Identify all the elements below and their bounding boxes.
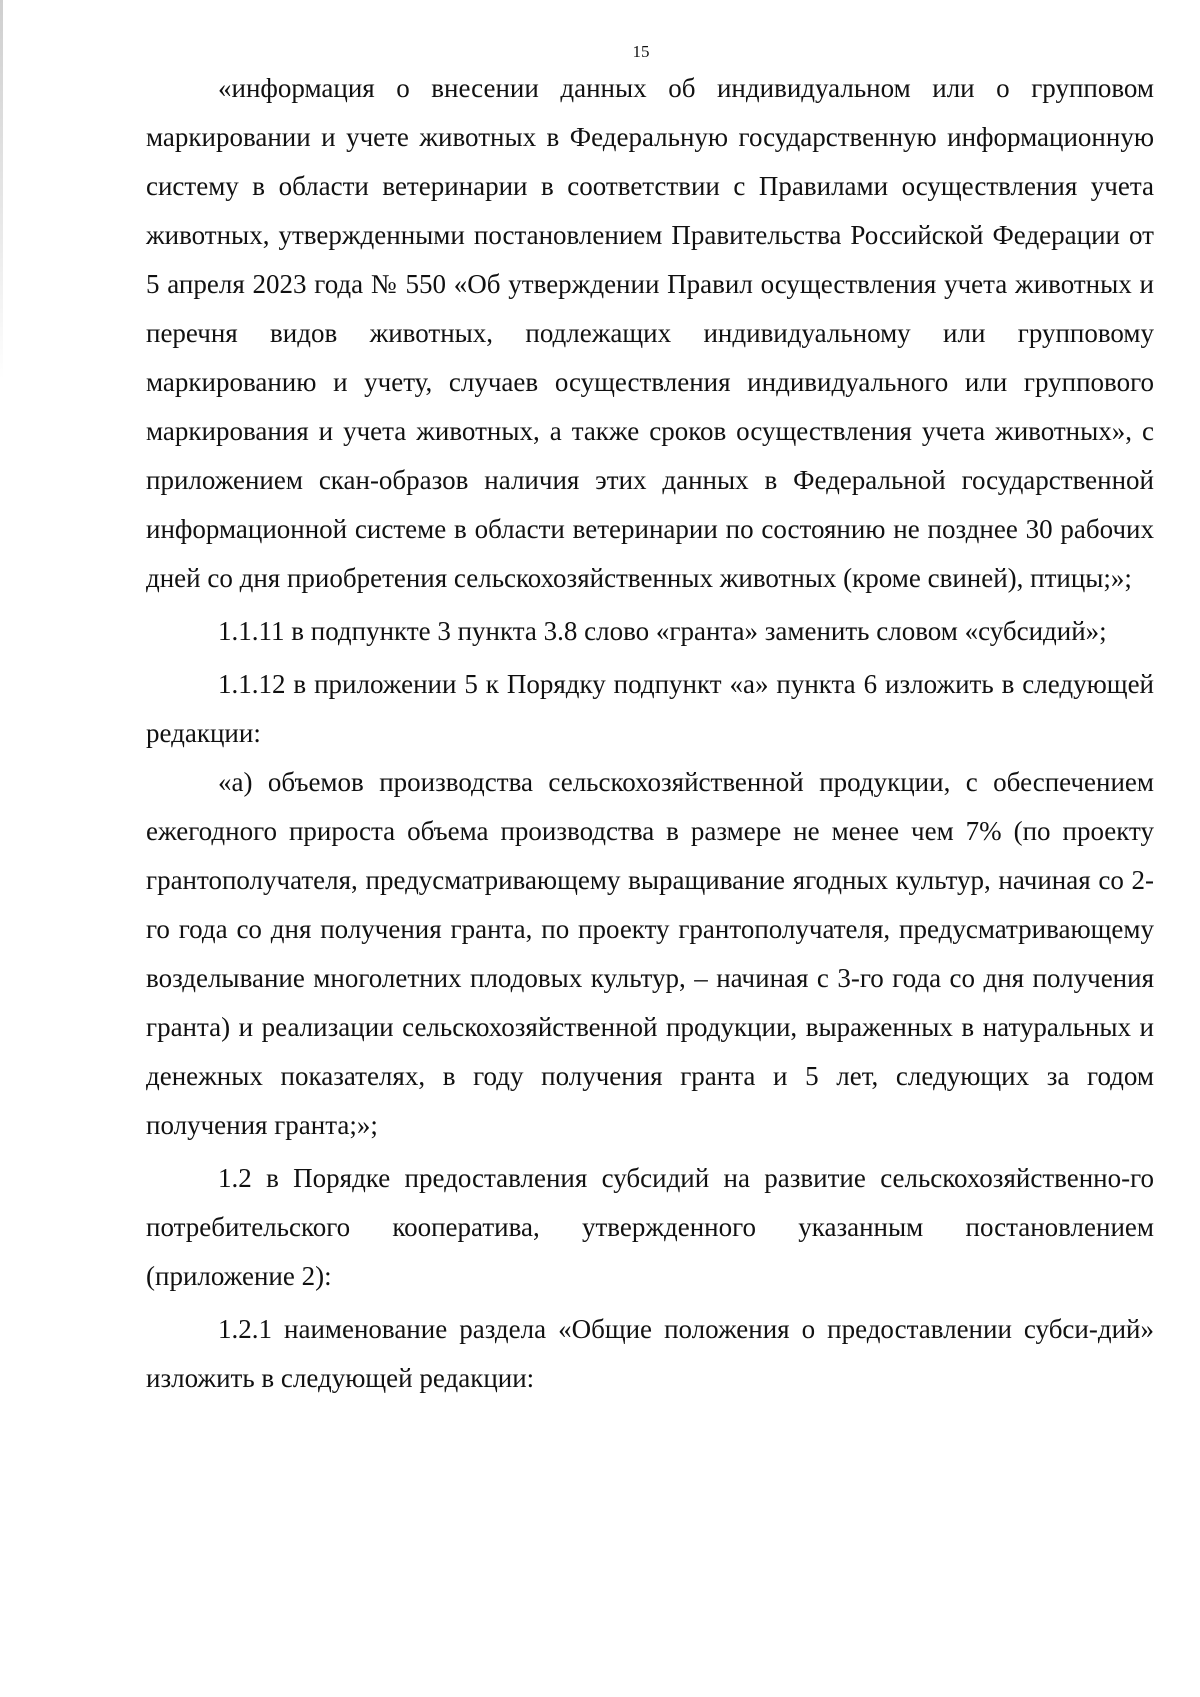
paragraph-1-1-11: 1.1.11 в подпункте 3 пункта 3.8 слово «гранта» заменить словом «субсидий»; xyxy=(218,616,1107,646)
document-body xyxy=(146,64,1154,1403)
paragraph-animal-accounting: «информация о внесении данных об индивидуальном или о групповом маркировании и учете животных в Федеральную государственную информационную систему в области ветеринарии в соответствии с Правилами осуществления учета животных, утвержденными постановлением Правительства Российской Федерации от 5 апреля 2023 года № 550 «Об утверждении Правил осуществления учета животных и перечня видов животных, подлежащих индивидуальному или групповому маркированию и учету, случаев осуществления индивидуального или группового маркирования и учета животных, а также сроков осуществления учета животных», с приложением скан-образов наличия этих данных в Федеральной государственной информационной системе в области ветеринарии по состоянию не позднее 30 рабочих дней со дня приобретения сельскохозяйственных животных (кроме свиней), птицы;»; xyxy=(146,73,1154,593)
paragraph-subitem-a: «а) объемов производства сельскохозяйственной продукции, с обеспечением ежегодного прироста объема производства в размере не менее чем 7% (по проекту грантополучателя, предусматривающему выращивание ягодных культур, начиная со 2-го года со дня получения гранта, по проекту грантополучателя, предусматривающему возделывание многолетних плодовых культур, – начиная с 3-го года со дня получения гранта) и реализации сельскохозяйственной продукции, выраженных в натуральных и денежных показателях, в году получения гранта и 5 лет, следующих за годом получения гранта;»; xyxy=(146,767,1154,1140)
paragraph-1-1-12: 1.1.12 в приложении 5 к Порядку подпункт «а» пункта 6 изложить в следующей редакции: xyxy=(146,669,1154,748)
paragraph-1-2: 1.2 в Порядке предоставления субсидий на развитие сельскохозяйственно-го потребительского кооператива, утвержденного указанным постановлением (приложение 2): xyxy=(146,1163,1154,1291)
paragraph-1-2-1: 1.2.1 наименование раздела «Общие положения о предоставлении субси-дий» изложить в следующей редакции: xyxy=(146,1314,1154,1393)
page-number: 15 xyxy=(632,42,650,61)
